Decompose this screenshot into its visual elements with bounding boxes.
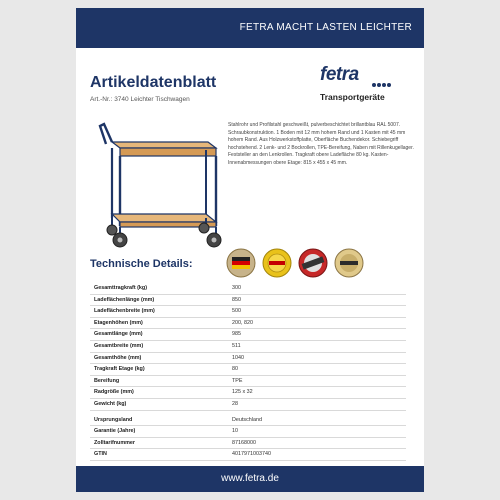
article-number: Art.-Nr.: 3740 Leichter Tischwagen [90, 96, 190, 103]
spec-row [90, 295, 406, 307]
spec-label: Ursprungsland [94, 416, 133, 423]
spec-row [90, 283, 406, 295]
quality-badge-icon [262, 248, 292, 278]
spec-label: Gesamtbreite (mm) [94, 342, 144, 349]
spec-label: Ladeflächenbreite (mm) [94, 308, 155, 315]
spec-value: 125 x 32 [232, 389, 253, 396]
spec-value: 850 [232, 296, 241, 303]
spec-row [90, 353, 406, 365]
spec-row [90, 376, 406, 388]
kik-badge-icon [334, 248, 364, 278]
spec-value: 200, 820 [232, 319, 253, 326]
spec-row [90, 318, 406, 330]
spec-row [90, 387, 406, 399]
spec-row [90, 306, 406, 318]
spec-value: 511 [232, 342, 241, 349]
spec-label: Gewicht (kg) [94, 400, 127, 407]
footer-bar [76, 466, 424, 492]
spec-row [90, 329, 406, 341]
spec-label: Tragkraft Etage (kg) [94, 366, 145, 373]
spec-label: Bereifung [94, 377, 120, 384]
spec-value: Deutschland [232, 416, 262, 423]
spec-row [90, 399, 406, 411]
spec-row [90, 415, 406, 427]
spec-label: Radgröße (mm) [94, 389, 134, 396]
spec-label: Ladeflächenlänge (mm) [94, 296, 155, 303]
technical-details-heading: Technische Details: [90, 258, 193, 270]
footer-url-link[interactable]: www.fetra.de [221, 473, 279, 484]
spec-value: 500 [232, 308, 241, 315]
badge-row [226, 246, 416, 282]
spec-row [90, 426, 406, 438]
fetra-logo [320, 64, 416, 104]
spec-value: 80 [232, 366, 238, 373]
product-image-trolley [90, 118, 222, 256]
datasheet-page [76, 8, 424, 492]
product-description: Stahlrohr und Profilstahl geschweißt, pulverbeschichtet brillantblau RAL 5007. Schraubkonstruktion. 1 Boden mit 12 mm hohem Rand und 1 Kasten mit 45 mm hohem Rand. Aus Holzwerkstoffplatte, Oberfläche Buchendekor. Schiebegriff hochstehend. 2 Lenk- und 2 Bockrollen, TPE-Bereifung, Naben mit Rillenkugellager. Feststeller an den Lenkrollen. Tragkraft obere Ladefläche 80 kg. Kasten-Innenabmessungen obere Etage: 815 x 455 x 45 mm. [228, 122, 414, 166]
spec-label: Etagenhöhen (mm) [94, 319, 143, 326]
spec-value: 87168000 [232, 439, 256, 446]
spec-row [90, 438, 406, 450]
made-in-germany-badge-icon [226, 248, 256, 278]
spec-label: Gesamttragkraft (kg) [94, 285, 148, 291]
spec-table [90, 283, 406, 461]
spec-label: GTIN [94, 451, 107, 458]
page-title: Artikeldatenblatt [90, 74, 217, 91]
spec-row [90, 341, 406, 353]
spec-value: TPE [232, 377, 243, 384]
spec-value: 300 [232, 285, 241, 291]
header-slogan: FETRA MACHT LASTEN LEICHTER [239, 22, 412, 33]
total-stop-badge-icon [298, 248, 328, 278]
spec-label: Zolltarifnummer [94, 439, 136, 446]
spec-label: Gesamthöhe (mm) [94, 354, 142, 361]
logo-dots-icon [372, 74, 392, 92]
spec-value: 985 [232, 331, 241, 338]
spec-label: Garantie (Jahre) [94, 428, 136, 435]
spec-row [90, 364, 406, 376]
spec-value: 10 [232, 428, 238, 435]
spec-value: 4017971003740 [232, 451, 271, 458]
spec-label: Gesamtlänge (mm) [94, 331, 143, 338]
logo-wordmark: fetra [320, 64, 359, 85]
header-bar [76, 8, 424, 48]
spec-row [90, 449, 406, 461]
spec-value: 28 [232, 400, 238, 407]
spec-value: 1040 [232, 354, 244, 361]
logo-tagline: Transportgeräte [320, 92, 385, 102]
